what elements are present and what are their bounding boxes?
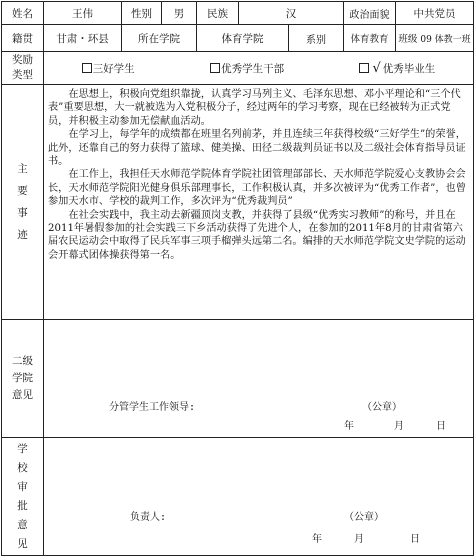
deeds-paragraph-work: 在工作上，我担任天水师范学院体育学院社团管理部部长、天水师范学院爱心支教协会会长，天水师范学院阳光健身俱乐部理事长，工作积极认真，并多次被评为“优秀工作者”，也曾参加天水市、学校的裁判工作，多次评为“优秀裁判员” <box>48 169 466 208</box>
row-basic-info <box>2 2 474 25</box>
origin-value: 甘肃・环县 <box>44 25 122 52</box>
row-school-opinion <box>2 438 474 556</box>
school-opinion-area[interactable] <box>44 438 474 556</box>
row-origin-info <box>2 25 474 52</box>
deeds-paragraph-practice: 在社会实践中，我主动去新疆顶岗支教，并获得了县级“优秀实习教师”的称号，并且在2011年暑假参加的社会实践三下乡活动获得了先进个人，在参加的2011年8月的甘肃省第六届农民运动会中取得了民兵军事三项手榴弹头远第二名。编排的天水师范学院文史学院的运动会开幕式团体操获得第一名。 <box>48 209 466 261</box>
dept-label: 系别 <box>306 34 326 46</box>
college-label: 所在学院 <box>122 25 197 52</box>
award-option-label: 优秀毕业生 <box>382 62 436 75</box>
award-option-outstanding-graduate[interactable] <box>359 61 435 76</box>
row-college-opinion <box>2 320 474 438</box>
college-signer-label: 分管学生工作领导: <box>109 402 196 413</box>
dept-cell <box>289 25 344 52</box>
deeds-content <box>44 85 474 320</box>
name-value: 王伟 <box>44 2 122 25</box>
class-label: 班级 <box>398 34 418 45</box>
award-option-outstanding-cadre[interactable] <box>210 61 284 76</box>
college-date-day: 日 <box>436 421 446 432</box>
checkbox-checked-icon[interactable] <box>359 63 369 73</box>
class-cell <box>396 25 474 52</box>
school-date-day: 日 <box>410 534 420 545</box>
award-option-label: 优秀学生干部 <box>221 62 285 75</box>
political-value: 中共党员 <box>396 2 474 25</box>
awards-label: 奖励类型 <box>2 52 44 85</box>
college-value: 体育学院 <box>197 25 289 52</box>
deeds-paragraph-study: 在学习上，每学年的成绩都在班里名列前茅，并且连续三年获得校级“三好学生”的荣誉，此外，还靠自己的努力获得了篮球、健美操、田径二级裁判员证书以及二级社会体育指导员证书。 <box>48 129 466 168</box>
ethnicity-label: 民族 <box>197 2 239 25</box>
school-date-month: 月 <box>354 534 364 545</box>
dept-value: 体育教育 <box>344 25 396 52</box>
award-option-merit-student[interactable] <box>82 61 135 76</box>
gender-value: 男 <box>162 2 197 25</box>
school-seal-label: （公章） <box>344 512 384 523</box>
check-mark-icon: √ <box>372 60 381 76</box>
class-value: 09 体教一班 <box>420 35 471 45</box>
deeds-label <box>2 85 44 320</box>
awards-options <box>44 52 474 85</box>
school-opinion-label-text: 学校审批意见 <box>17 442 28 550</box>
college-date-month: 月 <box>394 421 404 432</box>
school-date-year: 年 <box>312 534 322 545</box>
award-option-label: 三好学生 <box>92 62 135 75</box>
college-opinion-label-text: 二级学院意见 <box>12 355 33 401</box>
checkbox-unchecked-icon[interactable] <box>82 63 92 73</box>
deeds-paragraph-ideology: 在思想上，积极向党组织靠拢，认真学习马列主义、毛泽东思想、邓小平理论和“三个代表”重要思想，大一就被选为入党积极分子，经过两年的学习考察，现在已经被转为正式党员，并积极主动参加无偿献血活动。 <box>48 89 461 127</box>
college-opinion-area[interactable] <box>44 320 474 438</box>
deeds-label-text: 主要事迹 <box>17 163 28 241</box>
row-deeds <box>2 85 474 320</box>
student-award-form <box>1 1 473 555</box>
school-signer-label: 负责人: <box>130 512 167 523</box>
row-awards <box>2 52 474 85</box>
school-opinion-label <box>2 438 44 556</box>
checkbox-unchecked-icon[interactable] <box>210 63 220 73</box>
form-table <box>1 1 474 556</box>
college-opinion-label <box>2 320 44 438</box>
name-label: 姓名 <box>2 2 44 25</box>
ethnicity-value: 汉 <box>239 2 344 25</box>
college-seal-label: （公章） <box>362 402 402 413</box>
college-date-year: 年 <box>344 421 354 432</box>
political-label: 政治面貌 <box>344 2 396 25</box>
origin-label: 籍贯 <box>2 25 44 52</box>
gender-label: 性别 <box>122 2 162 25</box>
